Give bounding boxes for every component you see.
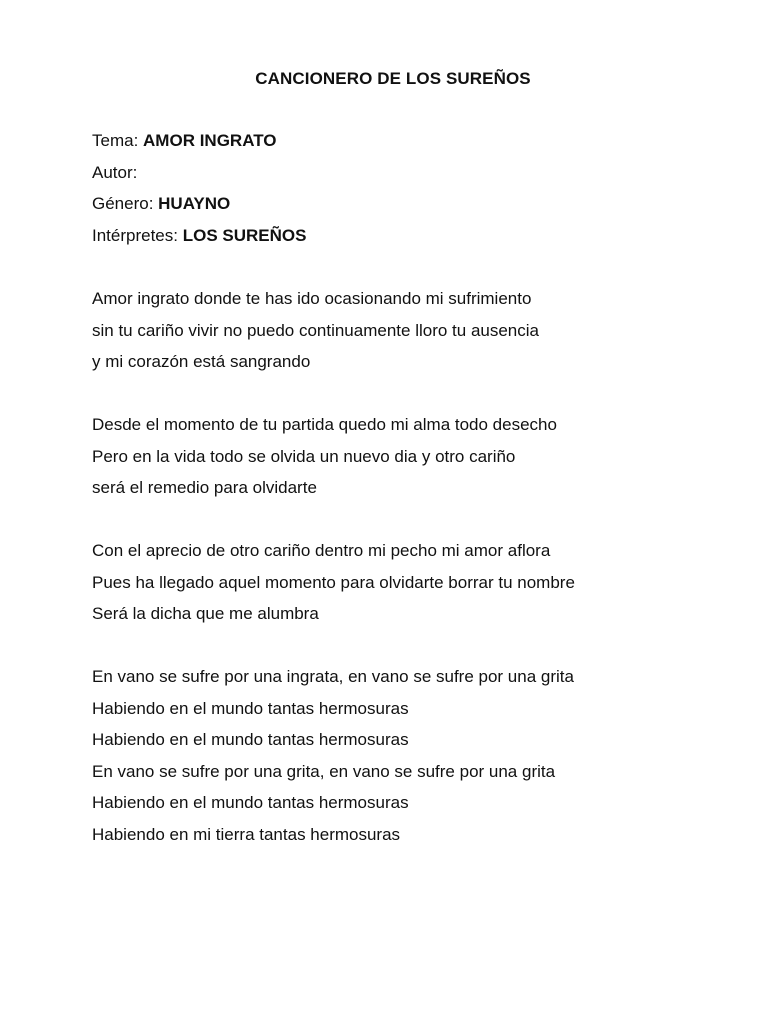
lyric-line: En vano se sufre por una ingrata, en vano se sufre por una grita bbox=[92, 667, 574, 686]
lyric-line: Pues ha llegado aquel momento para olvidarte borrar tu nombre bbox=[92, 572, 575, 592]
song-metadata bbox=[92, 130, 306, 256]
meta-value: AMOR INGRATO bbox=[143, 131, 277, 150]
lyric-line: y mi corazón está sangrando bbox=[92, 352, 311, 371]
meta-row-autor bbox=[92, 162, 306, 194]
lyric-line: Será la dicha que me alumbra bbox=[92, 604, 319, 623]
stanza-4 bbox=[92, 666, 732, 855]
lyric-line: En vano se sufre por una grita, en vano se sufre por una grita bbox=[92, 761, 556, 781]
meta-value: LOS SUREÑOS bbox=[182, 225, 307, 245]
meta-row-tema bbox=[92, 130, 306, 162]
lyric-line: Con el aprecio de otro cariño dentro mi pecho mi amor aflora bbox=[92, 541, 551, 560]
lyric-line: sin tu cariño vivir no puedo continuamente lloro tu ausencia bbox=[92, 320, 539, 340]
lyric-line: será el remedio para olvidarte bbox=[92, 478, 317, 497]
lyric-line: Desde el momento de tu partida quedo mi alma todo desecho bbox=[92, 415, 557, 434]
stanza-2 bbox=[92, 414, 732, 509]
meta-label: Género: bbox=[92, 194, 159, 213]
lyric-line: Habiendo en el mundo tantas hermosuras bbox=[92, 698, 409, 718]
document-title: CANCIONERO DE LOS SUREÑOS bbox=[255, 69, 531, 88]
stanza-1 bbox=[92, 288, 732, 383]
meta-row-genero bbox=[92, 193, 306, 225]
meta-row-interpretes bbox=[92, 225, 306, 257]
meta-value: HUAYNO bbox=[158, 194, 231, 213]
meta-label: Intérpretes: bbox=[92, 225, 183, 245]
meta-label: Autor: bbox=[92, 162, 138, 182]
lyric-line: Habiendo en el mundo tantas hermosuras bbox=[92, 730, 409, 749]
lyric-line: Pero en la vida todo se olvida un nuevo dia y otro cariño bbox=[92, 446, 516, 466]
lyric-line: Habiendo en el mundo tantas hermosuras bbox=[92, 793, 409, 812]
lyric-line: Amor ingrato donde te has ido ocasionando mi sufrimiento bbox=[92, 289, 532, 308]
song-lyrics bbox=[92, 288, 732, 887]
lyric-line: Habiendo en mi tierra tantas hermosuras bbox=[92, 824, 401, 844]
meta-label: Tema: bbox=[92, 131, 144, 150]
stanza-3 bbox=[92, 540, 732, 635]
